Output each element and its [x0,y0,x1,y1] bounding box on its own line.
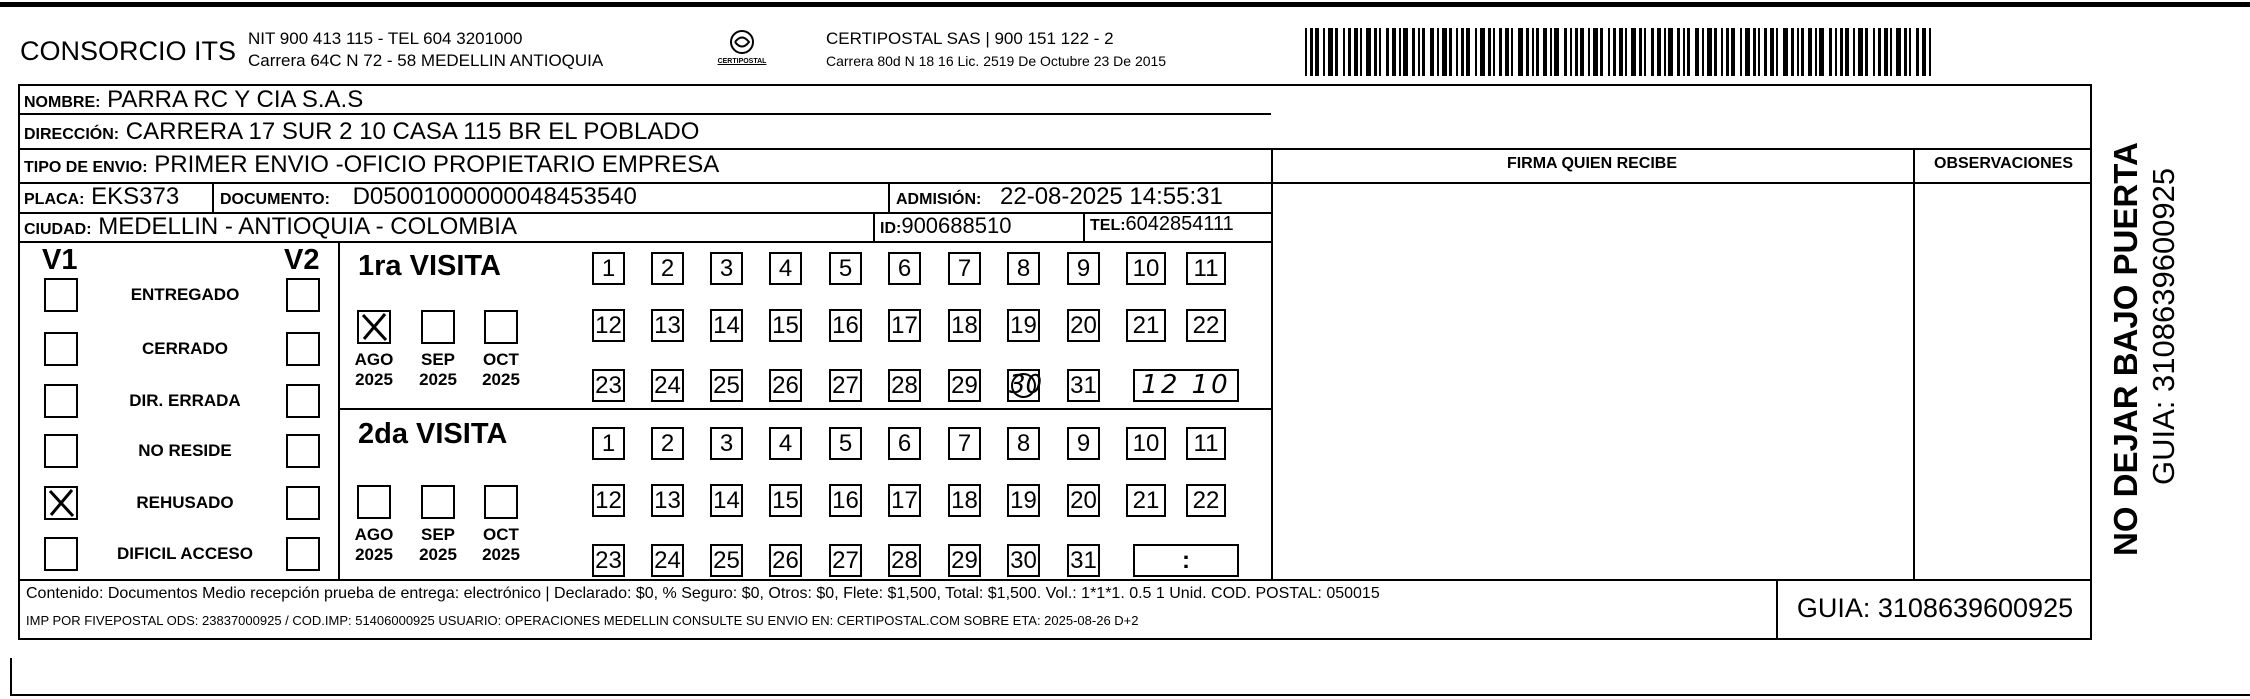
status-label: DIR. ERRADA [129,391,241,410]
day-box[interactable] [829,252,862,285]
v2-checkbox[interactable] [286,332,320,366]
day-number: 9 [1076,430,1091,457]
month-name: AGO [354,525,394,544]
documento-label: DOCUMENTO: [220,191,330,208]
day-number: 18 [951,487,978,514]
day-number: 11 [1193,430,1219,457]
day-number: 22 [1192,487,1220,514]
day-box[interactable] [710,484,743,517]
month-year: 2025 [419,370,457,389]
observaciones-header: OBSERVACIONES [1934,155,2073,172]
day-number: 16 [832,312,859,339]
month-year: 2025 [482,370,520,389]
month-name: SEP [420,350,456,369]
day-box[interactable] [948,484,981,517]
firma-header: FIRMA QUIEN RECIBE [1506,155,1678,172]
footer-contenido: Contenido: Documentos Medio recepción prueba de entrega: electrónico | Declarado: $0, % Seguro: $0, Otros: $0, Flete: $1,500, Total: $1,500. Vol.: 1*1*1. 0.5 1 Unid. COD. POSTAL: 050015 [26,585,1380,602]
logo-text: CERTIPOSTAL [717,58,767,65]
footer-guia: GUIA: 3108639600925 [1796,593,2074,623]
month-label [413,525,463,565]
day-box[interactable] [769,544,802,577]
day-number: 24 [654,372,681,399]
day-number: 19 [1010,312,1037,339]
day-number: 20 [1070,487,1097,514]
day-box[interactable] [710,252,743,285]
day-number: 10 [1132,255,1160,282]
day-box[interactable] [948,544,981,577]
v2-checkbox[interactable] [286,278,320,312]
day-number: 10 [1132,430,1160,457]
placa-row [24,183,179,211]
day-number: 25 [713,372,740,399]
day-box[interactable] [651,484,684,517]
day-box[interactable] [592,484,625,517]
day-box[interactable] [1067,484,1100,517]
day-box[interactable] [592,544,625,577]
tel-value: 6042854111 [1125,213,1234,235]
month-checkbox[interactable] [421,485,455,519]
month-name: OCT [483,350,519,369]
day-box[interactable] [1067,252,1100,285]
day-number: 4 [778,255,793,282]
day-number: 29 [951,547,978,574]
day-number: 3 [719,430,734,457]
month-year: 2025 [355,370,393,389]
day-number: 29 [951,372,978,399]
month-checkbox[interactable] [484,310,518,344]
month-label [476,525,526,565]
day-number: 12 [595,487,622,514]
time-value: : [1182,547,1190,574]
day-box[interactable] [1007,252,1040,285]
certipostal-logo [712,28,772,70]
admision-label: ADMISIÓN: [896,191,982,208]
day-box[interactable] [1007,369,1043,402]
day-number: 23 [595,372,622,399]
day-number: 22 [1192,312,1220,339]
day-number: 26 [772,372,799,399]
month-checkbox[interactable] [357,485,391,519]
day-number: 27 [832,372,859,399]
day-number: 14 [713,312,740,339]
admision-value: 22-08-2025 14:55:31 [1000,183,1223,210]
tipo-value: PRIMER ENVIO -OFICIO PROPIETARIO EMPRESA [154,151,720,178]
day-box[interactable] [1186,309,1226,342]
day-box[interactable] [651,369,684,402]
side-guia: GUIA: 3108639600925 [2146,167,2181,485]
month-label [413,350,463,390]
day-box[interactable] [829,309,862,342]
day-box[interactable] [888,369,921,402]
day-number: 5 [838,430,853,457]
day-box[interactable] [651,309,684,342]
v1-checkbox[interactable] [44,537,78,571]
day-number: 5 [838,255,853,282]
certipostal-line1: CERTIPOSTAL SAS | 900 151 122 - 2 [826,29,1114,48]
day-number: 7 [957,255,972,282]
placa-label: PLACA: [24,191,85,208]
day-box[interactable] [948,369,981,402]
tipo-row [24,151,719,179]
day-number: 24 [654,547,681,574]
barcode [1305,28,1935,76]
documento-row [220,183,637,211]
day-box[interactable] [1067,544,1100,577]
month-name: AGO [354,350,394,369]
ciudad-label: CIUDAD: [24,221,92,238]
nombre-label: NOMBRE: [24,94,101,111]
day-box[interactable] [829,484,862,517]
month-year: 2025 [482,545,520,564]
month-checkbox[interactable] [421,310,455,344]
tel-label: TEL: [1090,217,1126,234]
v1-checkbox[interactable] [44,332,78,366]
id-value: 900688510 [901,213,1012,238]
day-number: 20 [1070,312,1097,339]
day-mark-icon [1011,373,1036,398]
day-box[interactable] [710,309,743,342]
direccion-value: CARRERA 17 SUR 2 10 CASA 115 BR EL POBLADO [125,118,700,145]
day-box[interactable] [710,369,743,402]
day-number: 30 [1010,547,1037,574]
day-box[interactable] [1186,484,1226,517]
day-number: 2 [660,430,675,457]
v1-checkbox[interactable] [44,434,78,468]
day-box[interactable] [888,309,921,342]
day-box[interactable] [829,369,862,402]
month-year: 2025 [419,545,457,564]
direccion-row [24,118,699,146]
day-number: 1 [601,430,616,457]
time-value: 12 10 [1141,370,1231,400]
day-number: 17 [891,487,918,514]
day-number: 31 [1070,547,1097,574]
day-box[interactable] [948,252,981,285]
day-box[interactable] [1126,252,1166,285]
month-checkbox[interactable] [484,485,518,519]
month-name: OCT [483,525,519,544]
placa-value: EKS373 [91,183,180,210]
tipo-label: TIPO DE ENVIO: [24,159,148,176]
v1-checkbox[interactable] [44,486,78,520]
day-box[interactable] [829,427,862,460]
nombre-value: PARRA RC Y CIA S.A.S [107,86,364,113]
day-number: 26 [772,547,799,574]
day-box[interactable] [710,544,743,577]
day-box[interactable] [888,427,921,460]
ciudad-row [24,213,517,241]
day-number: 19 [1010,487,1037,514]
day-box[interactable] [651,427,684,460]
company-nit: NIT 900 413 115 - TEL 604 3201000 [248,29,523,48]
time-box[interactable] [1133,369,1239,402]
month-year: 2025 [355,545,393,564]
v1-checkbox[interactable] [44,384,78,418]
day-box[interactable] [769,427,802,460]
top-rule [0,2,2250,7]
day-box[interactable] [651,252,684,285]
company-address: Carrera 64C N 72 - 58 MEDELLIN ANTIOQUIA [248,51,604,70]
v2-checkbox[interactable] [286,434,320,468]
day-number: 18 [951,312,978,339]
day-number: 7 [957,430,972,457]
status-label: REHUSADO [136,493,234,512]
month-checkbox[interactable] [357,310,391,344]
month-label [476,350,526,390]
month-label [349,350,399,390]
status-label: NO RESIDE [138,441,232,460]
day-box[interactable] [710,427,743,460]
day-box[interactable] [1067,309,1100,342]
day-box[interactable] [1007,427,1040,460]
day-number: 21 [1132,312,1160,339]
day-box[interactable] [1067,369,1100,402]
v2-checkbox[interactable] [286,486,320,520]
v2-checkbox[interactable] [286,537,320,571]
day-number: 13 [654,312,681,339]
day-number: 11 [1193,255,1219,282]
day-number: 27 [832,547,859,574]
day-box[interactable] [1126,484,1166,517]
day-box[interactable] [769,309,802,342]
day-number: 12 [595,312,622,339]
day-number: 9 [1076,255,1091,282]
day-number: 30 [1009,370,1043,400]
day-number: 15 [772,487,799,514]
direccion-label: DIRECCIÓN: [24,126,120,143]
day-box[interactable] [1186,252,1226,285]
v1-checkbox[interactable] [44,278,78,312]
day-box[interactable] [769,369,802,402]
day-box[interactable] [1007,544,1040,577]
visit2-title: 2da VISITA [358,418,508,450]
day-number: 28 [891,547,918,574]
day-box[interactable] [1126,309,1166,342]
day-number: 1 [601,255,616,282]
day-box[interactable] [1067,427,1100,460]
day-box[interactable] [592,252,625,285]
month-name: SEP [420,525,456,544]
day-number: 3 [719,255,734,282]
day-box[interactable] [888,544,921,577]
day-box[interactable] [592,309,625,342]
day-box[interactable] [651,544,684,577]
day-box[interactable] [769,484,802,517]
id-row [880,213,1011,239]
day-box[interactable] [592,369,625,402]
day-box[interactable] [948,427,981,460]
day-number: 13 [654,487,681,514]
day-number: 15 [772,312,799,339]
day-number: 28 [891,372,918,399]
day-box[interactable] [829,544,862,577]
day-box[interactable] [888,484,921,517]
status-label: ENTREGADO [130,285,240,304]
status-label: DIFICIL ACCESO [116,544,253,563]
certipostal-line2: Carrera 80d N 18 16 Lic. 2519 De Octubre 23 De 2015 [826,53,1167,69]
day-number: 8 [1016,430,1031,457]
day-box[interactable] [1186,427,1226,460]
company-name: CONSORCIO ITS [20,36,237,66]
documento-value: D05001000000048453540 [352,183,637,210]
day-box[interactable] [1007,309,1040,342]
day-number: 14 [713,487,740,514]
day-box[interactable] [592,427,625,460]
footer-imp: IMP POR FIVEPOSTAL ODS: 23837000925 / COD.IMP: 51406000925 USUARIO: OPERACIONES MEDELLIN CONSULTE SU ENVIO EN: CERTIPOSTAL.COM SOBRE ETA: 2025-08-26 D+2 [26,613,1139,628]
month-label [349,525,399,565]
day-box[interactable] [948,309,981,342]
nombre-row [24,86,363,114]
day-box[interactable] [1007,484,1040,517]
day-number: 23 [595,547,622,574]
day-number: 31 [1070,372,1097,399]
day-number: 25 [713,547,740,574]
day-number: 6 [897,255,912,282]
day-number: 21 [1132,487,1160,514]
ciudad-value: MEDELLIN - ANTIOQUIA - COLOMBIA [98,213,517,240]
v1-label: V1 [42,244,78,276]
v2-label: V2 [284,244,320,276]
day-number: 8 [1016,255,1031,282]
time-box[interactable] [1133,544,1239,577]
visit1-title: 1ra VISITA [358,250,501,282]
day-number: 4 [778,430,793,457]
side-warning: NO DEJAR BAJO PUERTA [2107,142,2144,556]
day-number: 16 [832,487,859,514]
day-box[interactable] [769,252,802,285]
status-label: CERRADO [142,339,228,358]
v2-checkbox[interactable] [286,384,320,418]
id-label: ID: [880,220,902,237]
day-box[interactable] [1126,427,1166,460]
day-number: 6 [897,430,912,457]
day-number: 2 [660,255,675,282]
tel-row [1090,213,1234,236]
day-box[interactable] [888,252,921,285]
admision-row [896,183,1223,211]
day-number: 17 [891,312,918,339]
